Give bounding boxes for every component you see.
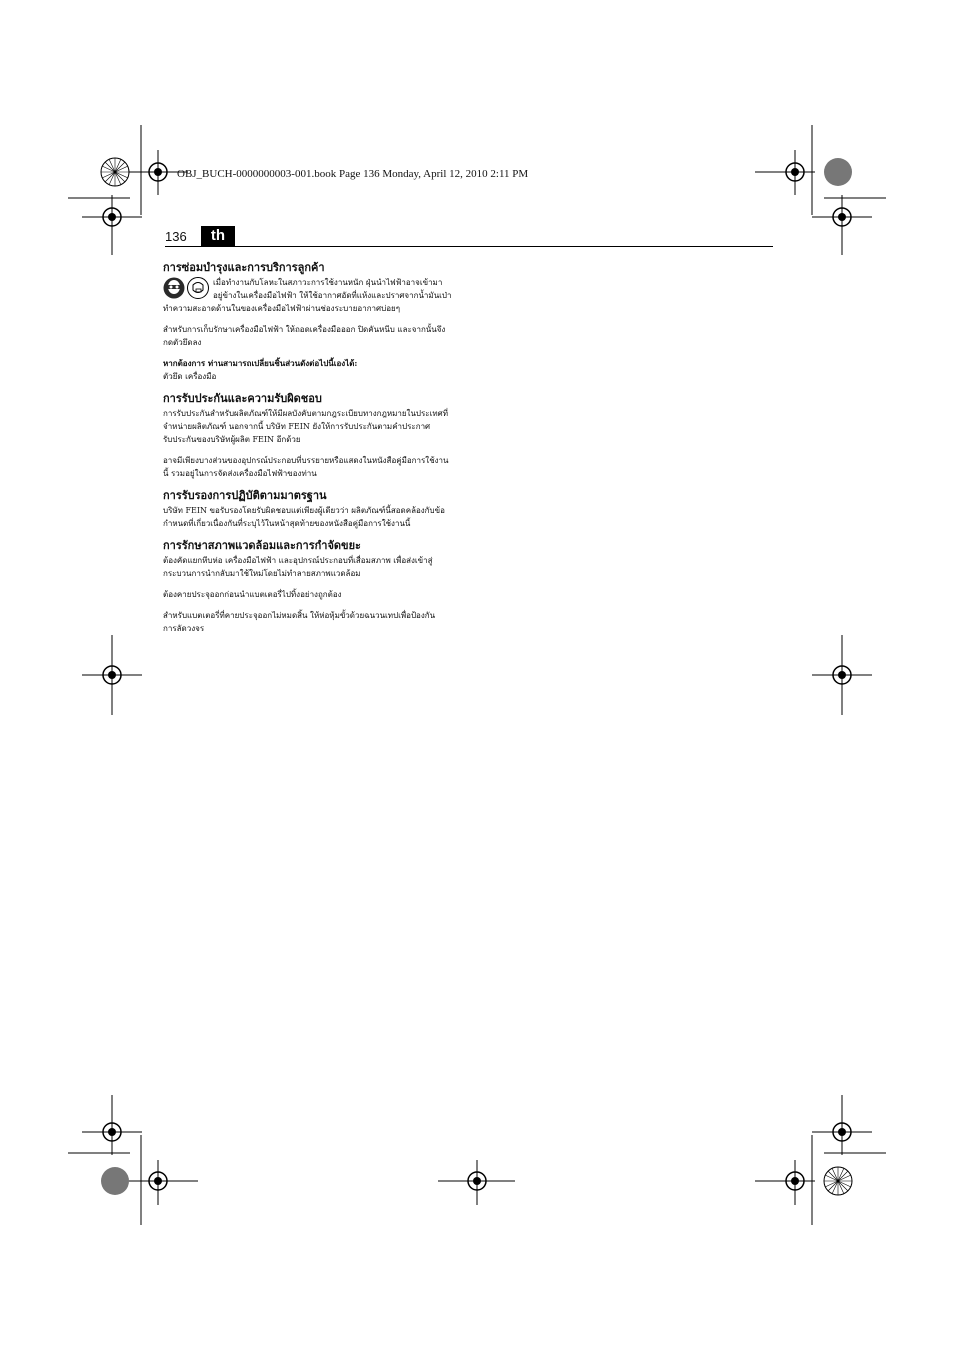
page-content	[163, 260, 463, 635]
paragraph-line: ต้องคายประจุออกก่อนนำแบตเตอรี่ไปทิ้งอย่างถูกต้อง	[163, 590, 342, 599]
section-title: การซ่อมบำรุงและการบริการลูกค้า	[163, 261, 325, 274]
paragraph-line: กระบวนการนำกลับมาใช้ใหม่โดยไม่ทำลายสภาพแวดล้อม	[163, 569, 361, 578]
header-rule	[165, 246, 773, 247]
paragraph-line: อยู่ข้างในเครื่องมือไฟฟ้า ให้ใช้อากาศอัดที่แห้งและปราศจากน้ำมันเป่า	[213, 291, 452, 300]
section-conformity	[163, 488, 463, 530]
replaceable-parts-list: ตัวยึด เครื่องมือ	[163, 372, 217, 381]
page-number: 136	[165, 229, 187, 244]
paragraph-line: ต้องคัดแยกหีบห่อ เครื่องมือไฟฟ้า และอุปกรณ์ประกอบที่เสื่อมสภาพ เพื่อส่งเข้าสู่	[163, 556, 433, 565]
section-title: การรับรองการปฏิบัติตามมาตรฐาน	[163, 489, 327, 502]
paragraph-line: การลัดวงจร	[163, 624, 205, 633]
section-maintenance	[163, 260, 463, 383]
paragraph-line: ทำความสะอาดด้านในของเครื่องมือไฟฟ้าผ่านช่องระบายอากาศบ่อยๆ	[163, 304, 400, 313]
paragraph-line: เมื่อทำงานกับโลหะในสภาวะการใช้งานหนัก ฝุ่นนำไฟฟ้าอาจเข้ามา	[213, 278, 443, 287]
paragraph-line: กำหนดที่เกี่ยวเนื่องกันที่ระบุไว้ในหน้าสุดท้ายของหนังสือคู่มือการใช้งานนี้	[163, 519, 411, 528]
paragraph-line: กดตัวยึดลง	[163, 338, 202, 347]
icon-paragraph	[163, 276, 463, 302]
language-badge: th	[201, 226, 235, 246]
paragraph-line: บริษัท FEIN ขอรับรองโดยรับผิดชอบแต่เพียงผู้เดียวว่า ผลิตภัณฑ์นี้สอดคล้องกับข้อ	[163, 506, 445, 515]
paragraph-line: รับประกันของบริษัทผู้ผลิต FEIN อีกด้วย	[163, 435, 301, 444]
paragraph-line: สำหรับการเก็บรักษาเครื่องมือไฟฟ้า ให้ถอดเครื่องมือออก ปิดคันหนีบ และจากนั้นจึง	[163, 325, 446, 334]
section-environment	[163, 538, 463, 635]
paragraph-line: การรับประกันสำหรับผลิตภัณฑ์ให้มีผลบังคับตามกฎระเบียบทางกฎหมายในประเทศที่	[163, 409, 448, 418]
paragraph-line: อาจมีเพียงบางส่วนของอุปกรณ์ประกอบที่บรรยายหรือแสดงในหนังสือคู่มือการใช้งาน	[163, 456, 449, 465]
section-title: การรับประกันและความรับผิดชอบ	[163, 392, 322, 405]
paragraph-line: นี้ รวมอยู่ในการจัดส่งเครื่องมือไฟฟ้าของท่าน	[163, 469, 317, 478]
safety-icons	[163, 277, 209, 299]
section-warranty	[163, 391, 463, 480]
paragraph-line: จำหน่ายผลิตภัณฑ์ นอกจากนี้ บริษัท FEIN ยังให้การรับประกันตามคำประกาศ	[163, 422, 431, 431]
dust-mask-icon	[187, 277, 209, 299]
replaceable-parts-heading: หากต้องการ ท่านสามารถเปลี่ยนชิ้นส่วนดังต่อไปนี้เองได้:	[163, 358, 358, 368]
section-title: การรักษาสภาพแวดล้อมและการกำจัดขยะ	[163, 539, 361, 552]
book-header-info: OBJ_BUCH-0000000003-001.book Page 136 Monday, April 12, 2010 2:11 PM	[177, 168, 529, 180]
paragraph-line: สำหรับแบตเตอรี่ที่คายประจุออกไม่หมดสิ้น ให้ห่อหุ้มขั้วด้วยฉนวนเทปเพื่อป้องกัน	[163, 611, 436, 620]
eye-protection-icon	[163, 277, 185, 299]
